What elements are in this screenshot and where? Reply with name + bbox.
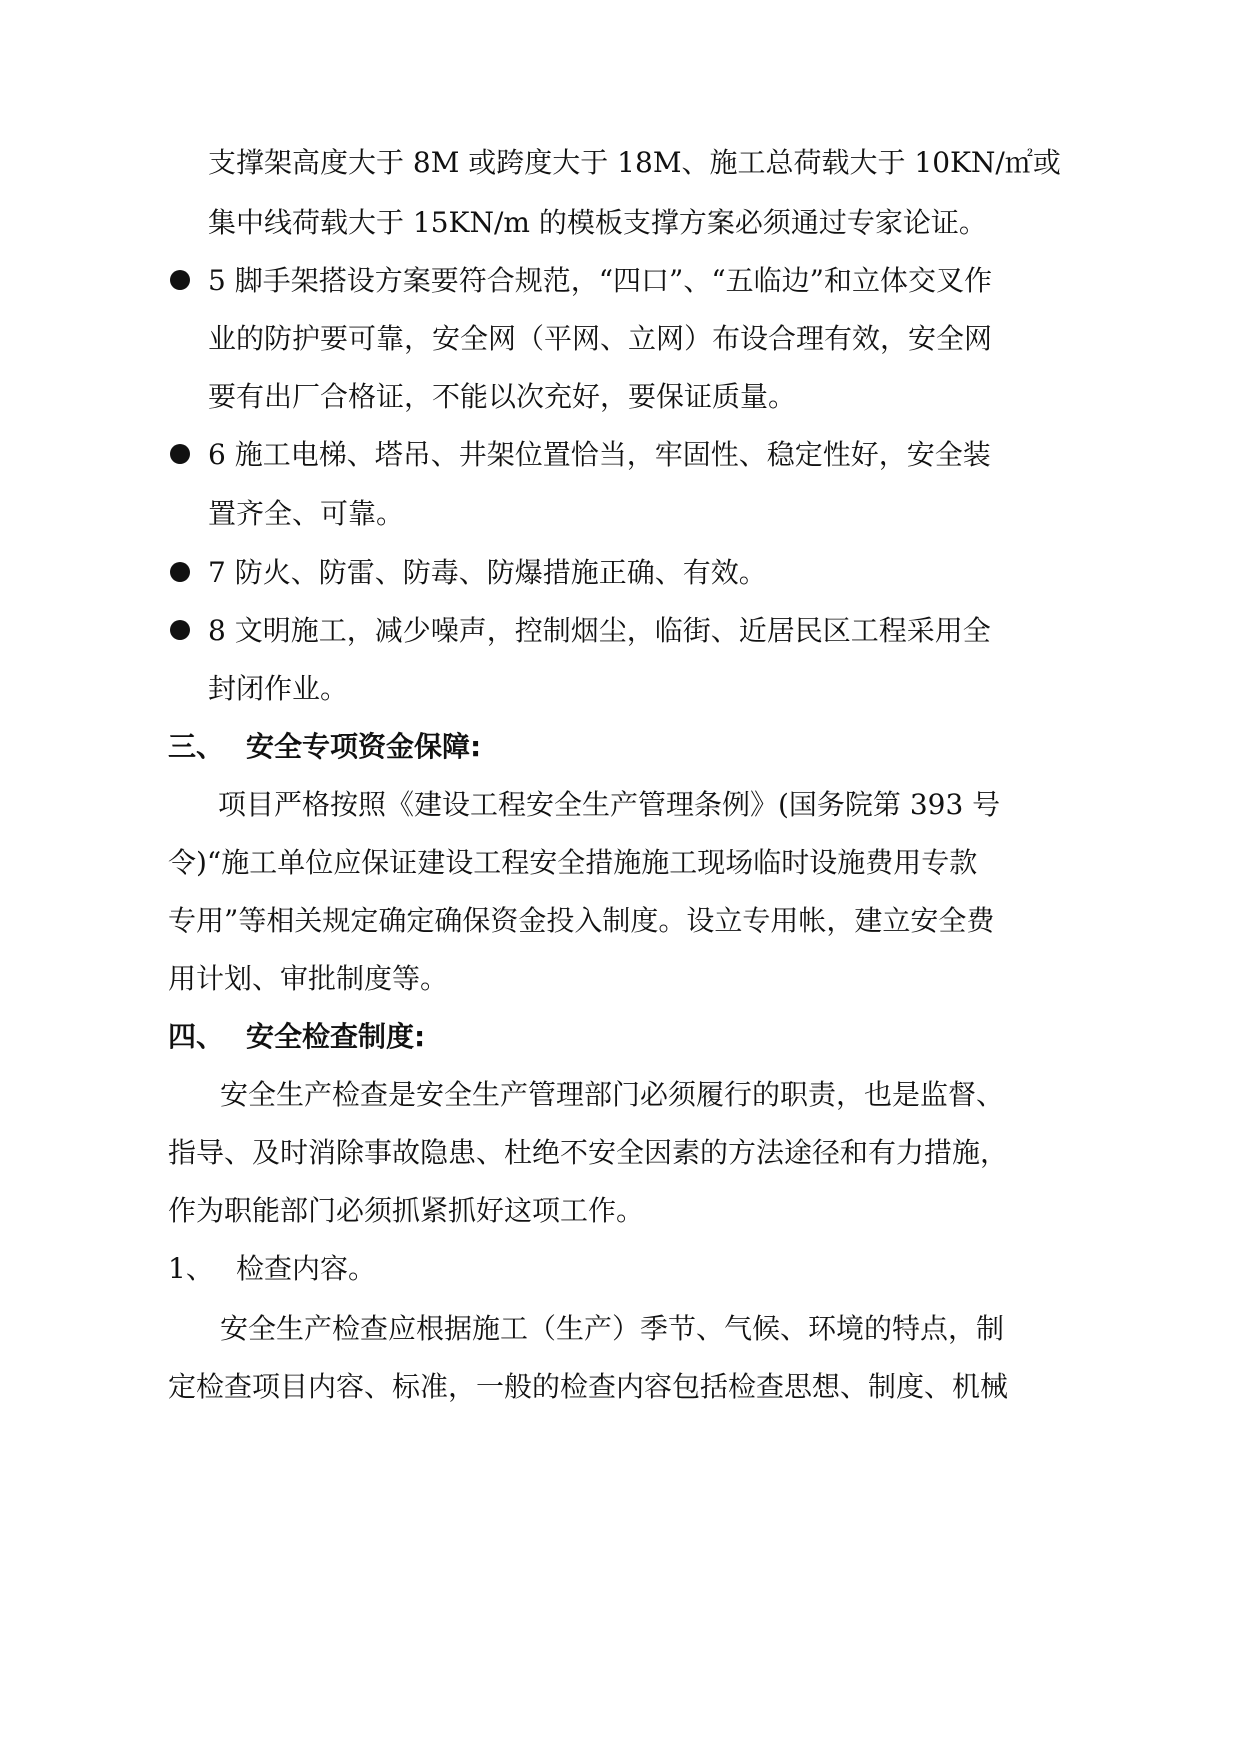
paragraph-line: 用计划、审批制度等。 xyxy=(168,962,449,995)
section-heading xyxy=(168,714,481,779)
bullet-icon xyxy=(170,444,190,464)
section-number: 三、 xyxy=(168,730,225,763)
bullet-item-line: 8 文明施工，减少噪声，控制烟尘，临街、近居民区工程采用全 xyxy=(208,614,991,647)
bullet-item-line: 5 脚手架搭设方案要符合规范，“四口”、“五临边”和立体交叉作 xyxy=(208,264,992,297)
bullet-item-line: 要有出厂合格证，不能以次充好，要保证质量。 xyxy=(208,380,797,413)
bullet-icon xyxy=(170,270,190,290)
bullet-item-line: 封闭作业。 xyxy=(208,672,349,705)
paragraph-line: 指导、及时消除事故隐患、杜绝不安全因素的方法途径和有力措施， xyxy=(168,1136,1009,1169)
paragraph-line: 项目严格按照《建设工程安全生产管理条例》(国务院第 393 号 xyxy=(218,788,1001,821)
paragraph-line: 令)“施工单位应保证建设工程安全措施施工现场临时设施费用专款 xyxy=(168,846,978,879)
bullet-item-line: 业的防护要可靠，安全网（平网、立网）布设合理有效，安全网 xyxy=(208,322,993,355)
bullet-item-line: 6 施工电梯、塔吊、井架位置恰当，牢固性、稳定性好，安全装 xyxy=(208,438,991,471)
bullet-icon xyxy=(170,562,190,582)
paragraph-line: 安全生产检查是安全生产管理部门必须履行的职责，也是监督、 xyxy=(220,1078,1005,1111)
section-heading xyxy=(168,1004,425,1069)
subsection-title: 检查内容。 xyxy=(236,1252,377,1285)
paragraph-line: 集中线荷载大于 15KN/m 的模板支撑方案必须通过专家论证。 xyxy=(208,206,987,239)
section-title: 安全专项资金保障: xyxy=(246,730,482,763)
subsection-number: 1、 xyxy=(168,1252,214,1285)
paragraph-line: 专用”等相关规定确定确保资金投入制度。设立专用帐，建立安全费 xyxy=(168,904,995,937)
paragraph-line: 安全生产检查应根据施工（生产）季节、气候、环境的特点，制 xyxy=(220,1312,1005,1345)
bullet-icon xyxy=(170,620,190,640)
bullet-item-line: 置齐全、可靠。 xyxy=(208,497,405,530)
subsection-heading xyxy=(168,1236,376,1301)
section-number: 四、 xyxy=(168,1020,225,1053)
section-title: 安全检查制度: xyxy=(246,1020,426,1053)
paragraph-line: 支撑架高度大于 8M 或跨度大于 18M、施工总荷载大于 10KN/㎡或 xyxy=(208,146,1061,179)
paragraph-line: 定检查项目内容、标准，一般的检查内容包括检查思想、制度、机械 xyxy=(168,1370,1009,1403)
paragraph-line: 作为职能部门必须抓紧抓好这项工作。 xyxy=(168,1194,645,1227)
bullet-item-line: 7 防火、防雷、防毒、防爆措施正确、有效。 xyxy=(208,556,767,589)
